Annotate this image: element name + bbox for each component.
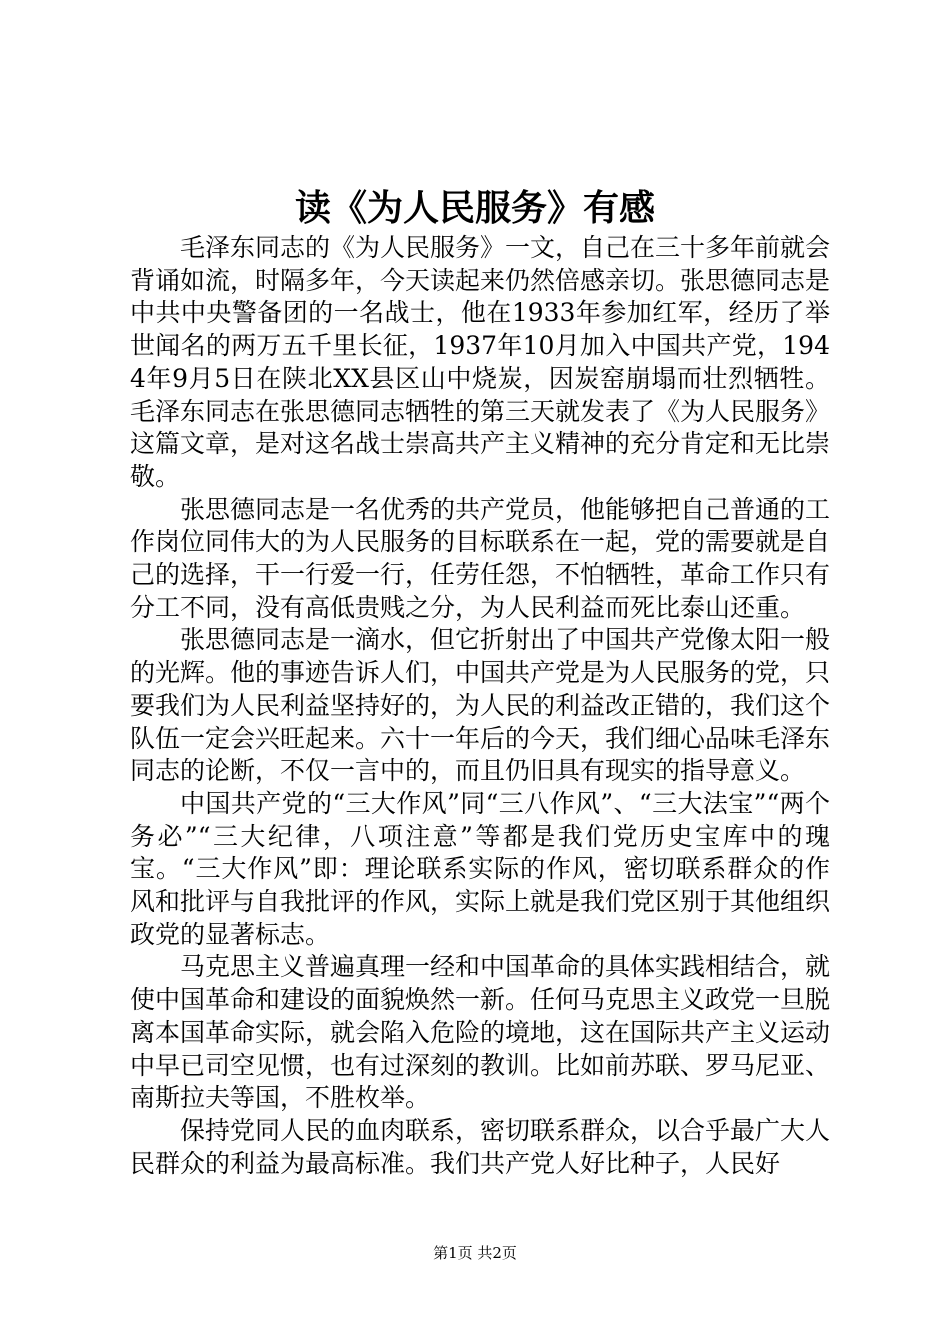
paragraph-5: 马克思主义普遍真理一经和中国革命的具体实践相结合，就使中国革命和建设的面貌焕然一新。任何马克思主义政党一旦脱离本国革命实际，就会陷入危险的境地，这在国际共产主义运动中早已司空见惯，也有过深刻的教训。比如前苏联、罗马尼亚、南斯拉夫等国，不胜枚举。 <box>130 952 831 1113</box>
page-footer: 第1页 共2页 <box>433 1244 517 1262</box>
paragraph-3: 张思德同志是一滴水，但它折射出了中国共产党像太阳一般的光辉。他的事迹告诉人们，中国共产党是为人民服务的党，只要我们为人民利益坚持好的，为人民的利益改正错的，我们这个队伍一定会兴旺起来。六十一年后的今天，我们细心品味毛泽东同志的论断，不仅一言中的，而且仍旧具有现实的指导意义。 <box>130 625 831 786</box>
paragraph-4: 中国共产党的“三大作风”同“三八作风”、“三大法宝”“两个务必”“三大纪律，八项注意”等都是我们党历史宝库中的瑰宝。“三大作风”即：理论联系实际的作风，密切联系群众的作风和批评与自我批评的作风，实际上就是我们党区别于其他组织政党的显著标志。 <box>130 788 831 949</box>
paragraph-6: 保持党同人民的血肉联系，密切联系群众，以合乎最广大人民群众的利益为最高标准。我们共产党人好比种子，人民好 <box>130 1115 831 1178</box>
document-title: 读《为人民服务》有感 <box>294 187 655 229</box>
document-body <box>130 232 830 1180</box>
paragraph-2: 张思德同志是一名优秀的共产党员，他能够把自己普通的工作岗位同伟大的为人民服务的目标联系在一起，党的需要就是自己的选择，干一行爱一行，任劳任怨，不怕牺牲，革命工作只有分工不同，没有高低贵贱之分，为人民利益而死比泰山还重。 <box>130 494 831 622</box>
paragraph-1: 毛泽东同志的《为人民服务》一文，自己在三十多年前就会背诵如流，时隔多年，今天读起来仍然倍感亲切。张思德同志是中共中央警备团的一名战士，他在1933年参加红军，经历了举世闻名的两万五千里长征，1937年10月加入中国共产党，1944年9月5日在陕北XX县区山中烧炭，因炭窑崩塌而壮烈牺牲。毛泽东同志在张思德同志牺牲的第三天就发表了《为人民服务》这篇文章，是对这名战士崇高共产主义精神的充分肯定和无比崇敬。 <box>130 233 831 491</box>
